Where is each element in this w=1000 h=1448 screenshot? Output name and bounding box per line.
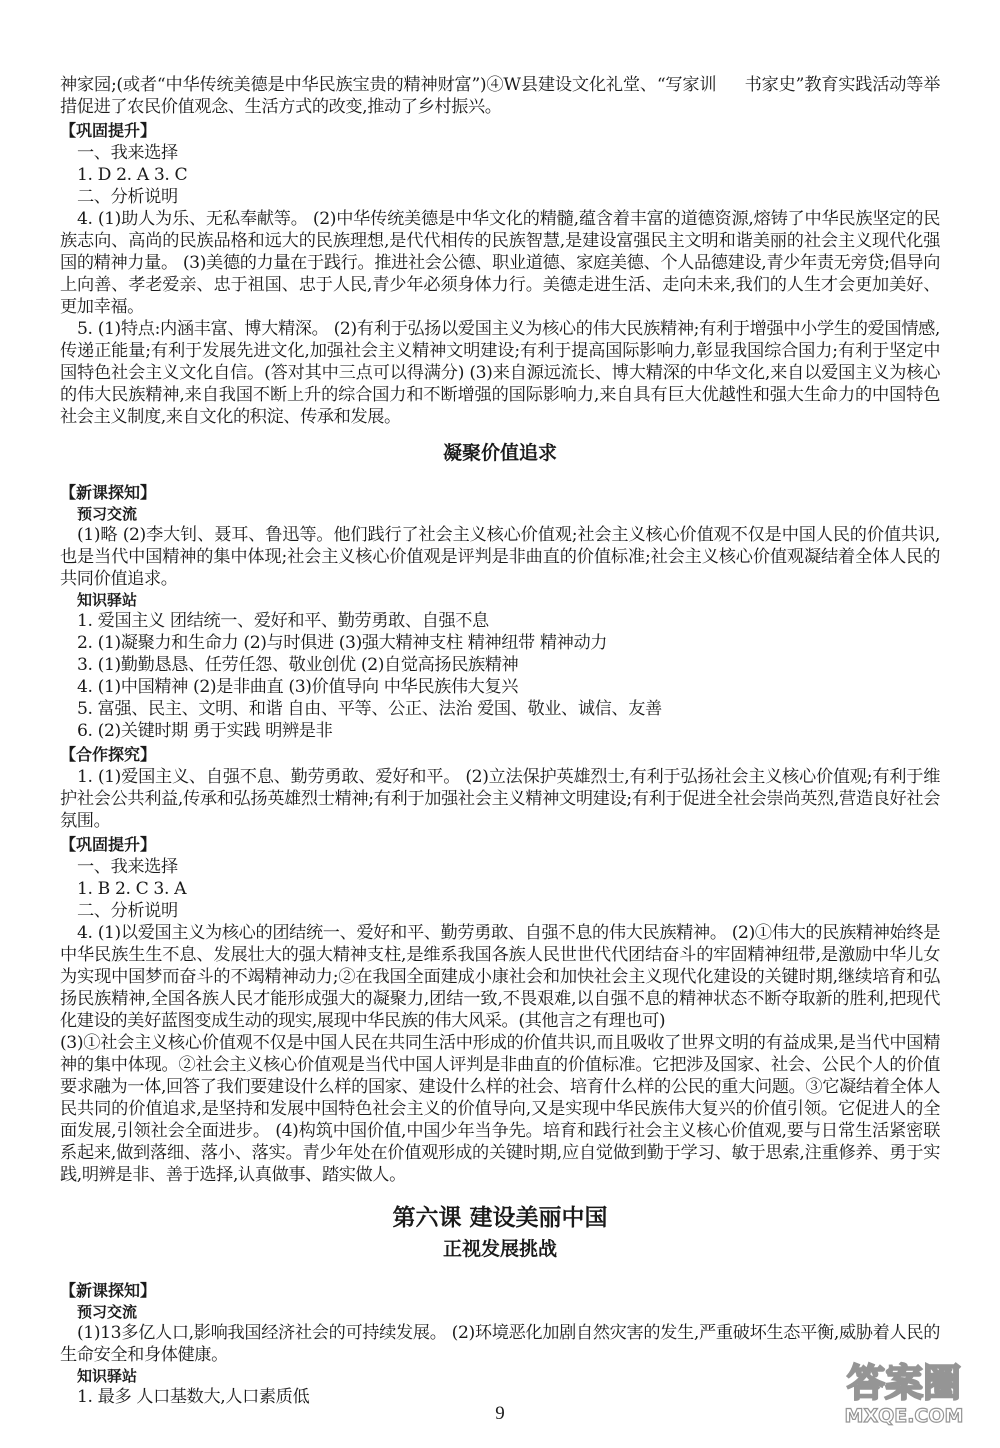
page-number: 9 — [495, 1403, 505, 1424]
watermark-logo — [834, 1352, 974, 1428]
subheading-preview: 预习交流 — [77, 505, 138, 523]
cooperation-answer: 1. (1)爱国主义、自强不息、勤劳勇敢、爱好和平。 (2)立法保护英雄烈士,有利于弘扬社会主义核心价值观;有利于维护社会公共利益,传承和弘扬英雄烈士精神;有利于加强社会主义精神文明建设;有利于促进全社会崇尚英烈,营造良好社会氛围。 — [60, 767, 940, 831]
knowledge-item: 2. (1)凝聚力和生命力 (2)与时俱进 (3)强大精神支柱 精神纽带 精神动力 — [77, 633, 608, 653]
answer-q5: 5. (1)特点:内涵丰富、博大精深。 (2)有利于弘扬以爱国主义为核心的伟大民族精神;有利于增强中小学生的爱国情感,传递正能量;有利于发展先进文化,加强社会主义精神文明建设;有利于提高国际影响力,彰显我国综合国力;有利于坚定中国特色社会主义文化自信。(答对其中三点可以得满分) (3)来自源远流长、博大精深的中华文化,来自以爱国主义为核心的伟大民族精神,来自我国不断上升的综合国力和不断增强的国际影响力,来自具有巨大优越性和强大生命力的中国特色社会主义制度,来自文化的积淀、传承和发展。 — [60, 319, 940, 427]
knowledge-item: 6. (2)关键时期 勇于实践 明辨是非 — [77, 721, 333, 741]
heading-new-lesson: 【新课探知】 — [60, 483, 157, 502]
paragraph-continuation: 神家园;(或者“中华传统美德是中华民族宝贵的精神财富”)④W县建设文化礼堂、“写家训 书家史”教育实践活动等举措促进了农民价值观念、生活方式的改变,推动了乡村振兴。 — [60, 75, 940, 117]
watermark-text: 答案圈 — [846, 1361, 962, 1405]
subheading-knowledge: 知识驿站 — [77, 1367, 138, 1385]
knowledge-item: 3. (1)勤勤恳恳、任劳任怨、敬业创优 (2)自觉高扬民族精神 — [77, 655, 519, 675]
heading-consolidation: 【巩固提升】 — [60, 121, 157, 140]
section-title-challenges: 正视发展挑战 — [442, 1238, 557, 1260]
knowledge-item: 1. 最多 人口基数大,人口素质低 — [77, 1387, 310, 1407]
answers-choice: 1. D 2. A 3. C — [77, 165, 188, 185]
knowledge-item: 4. (1)中国精神 (2)是非曲直 (3)价值导向 中华民族伟大复兴 — [77, 677, 519, 697]
answer-q4-continued: (3)①社会主义核心价值观不仅是中国人民在共同生活中形成的价值共识,而且吸收了世界文明的有益成果,是当代中国精神的集中体现。②社会主义核心价值观是当代中国人评判是非曲直的价值标准。它把涉及国家、社会、公民个人的价值要求融为一体,回答了我们要建设什么样的国家、建设什么样的社会、培育什么样的公民的重大问题。③它凝结着全体人民共同的价值追求,是坚持和发展中国特色社会主义的价值导向,又是实现中华民族伟大复兴的价值引领。它促进人的全面发展,引领社会全面进步。 (4)构筑中国价值,中国少年当争先。培育和践行社会主义核心价值观,要与日常生活紧密联系起来,做到落细、落小、落实。青少年处在价值观形成的关键时期,应自觉做到勤于学习、敏于思索,注重修养、勇于实践,明辨是非、善于选择,认真做事、踏实做人。 — [60, 1033, 940, 1185]
subheading-knowledge: 知识驿站 — [77, 591, 138, 609]
answer-q4: 4. (1)以爱国主义为核心的团结统一、爱好和平、勤劳勇敢、自强不息的伟大民族精神。 (2)①伟大的民族精神始终是中华民族生生不息、发展壮大的强大精神支柱,是维系我国各族人民世世代代团结奋斗的牢固精神纽带,是激励中华儿女为实现中国梦而奋斗的不竭精神动力;②在我国全面建成小康社会和加快社会主义现代化建设的关键时期,继续培育和弘扬民族精神,全国各族人民才能形成强大的凝聚力,团结一致,不畏艰难,以自强不息的精神状态不断夺取新的胜利,把现代化建设的美好蓝图变成生动的现实,展现中华民族的伟大风采。(其他言之有理也可) — [60, 923, 940, 1031]
subheading-analysis: 二、分析说明 — [77, 187, 178, 207]
preview-answer: (1)13多亿人口,影响我国经济社会的可持续发展。 (2)环境恶化加剧自然灾害的发生,严重破坏生态平衡,威胁着人民的生命安全和身体健康。 — [60, 1323, 940, 1365]
section-title-values: 凝聚价值追求 — [442, 442, 557, 464]
answers-choice: 1. B 2. C 3. A — [77, 879, 187, 899]
subheading-choice: 一、我来选择 — [77, 857, 178, 877]
watermark-url: MXQE.COM — [844, 1405, 964, 1427]
page-content — [60, 74, 940, 1408]
heading-consolidation: 【巩固提升】 — [60, 835, 157, 854]
subheading-preview: 预习交流 — [77, 1303, 138, 1321]
knowledge-item: 1. 爱国主义 团结统一、爱好和平、勤劳勇敢、自强不息 — [77, 611, 489, 631]
subheading-analysis: 二、分析说明 — [77, 901, 178, 921]
heading-new-lesson: 【新课探知】 — [60, 1281, 157, 1300]
lesson-title: 第六课 建设美丽中国 — [392, 1205, 608, 1231]
heading-cooperation: 【合作探究】 — [60, 745, 157, 764]
preview-answer: (1)略 (2)李大钊、聂耳、鲁迅等。他们践行了社会主义核心价值观;社会主义核心价值观不仅是中国人民的价值共识,也是当代中国精神的集中体现;社会主义核心价值观是评判是非曲直的价值标准;社会主义核心价值观凝结着全体人民的共同价值追求。 — [60, 525, 940, 589]
subheading-choice: 一、我来选择 — [77, 143, 178, 163]
knowledge-item: 5. 富强、民主、文明、和谐 自由、平等、公正、法治 爱国、敬业、诚信、友善 — [77, 699, 662, 719]
answer-q4: 4. (1)助人为乐、无私奉献等。 (2)中华传统美德是中华文化的精髓,蕴含着丰富的道德资源,熔铸了中华民族坚定的民族志向、高尚的民族品格和远大的民族理想,是代代相传的民族智慧,是建设富强民主文明和谐美丽的社会主义现代化强国的精神力量。 (3)美德的力量在于践行。推进社会公德、职业道德、家庭美德、个人品德建设,青少年责无旁贷;倡导向上向善、孝老爱亲、忠于祖国、忠于人民,青少年必须身体力行。美德走进生活、走向未来,我们的人生才会更加美好、更加幸福。 — [60, 209, 940, 317]
